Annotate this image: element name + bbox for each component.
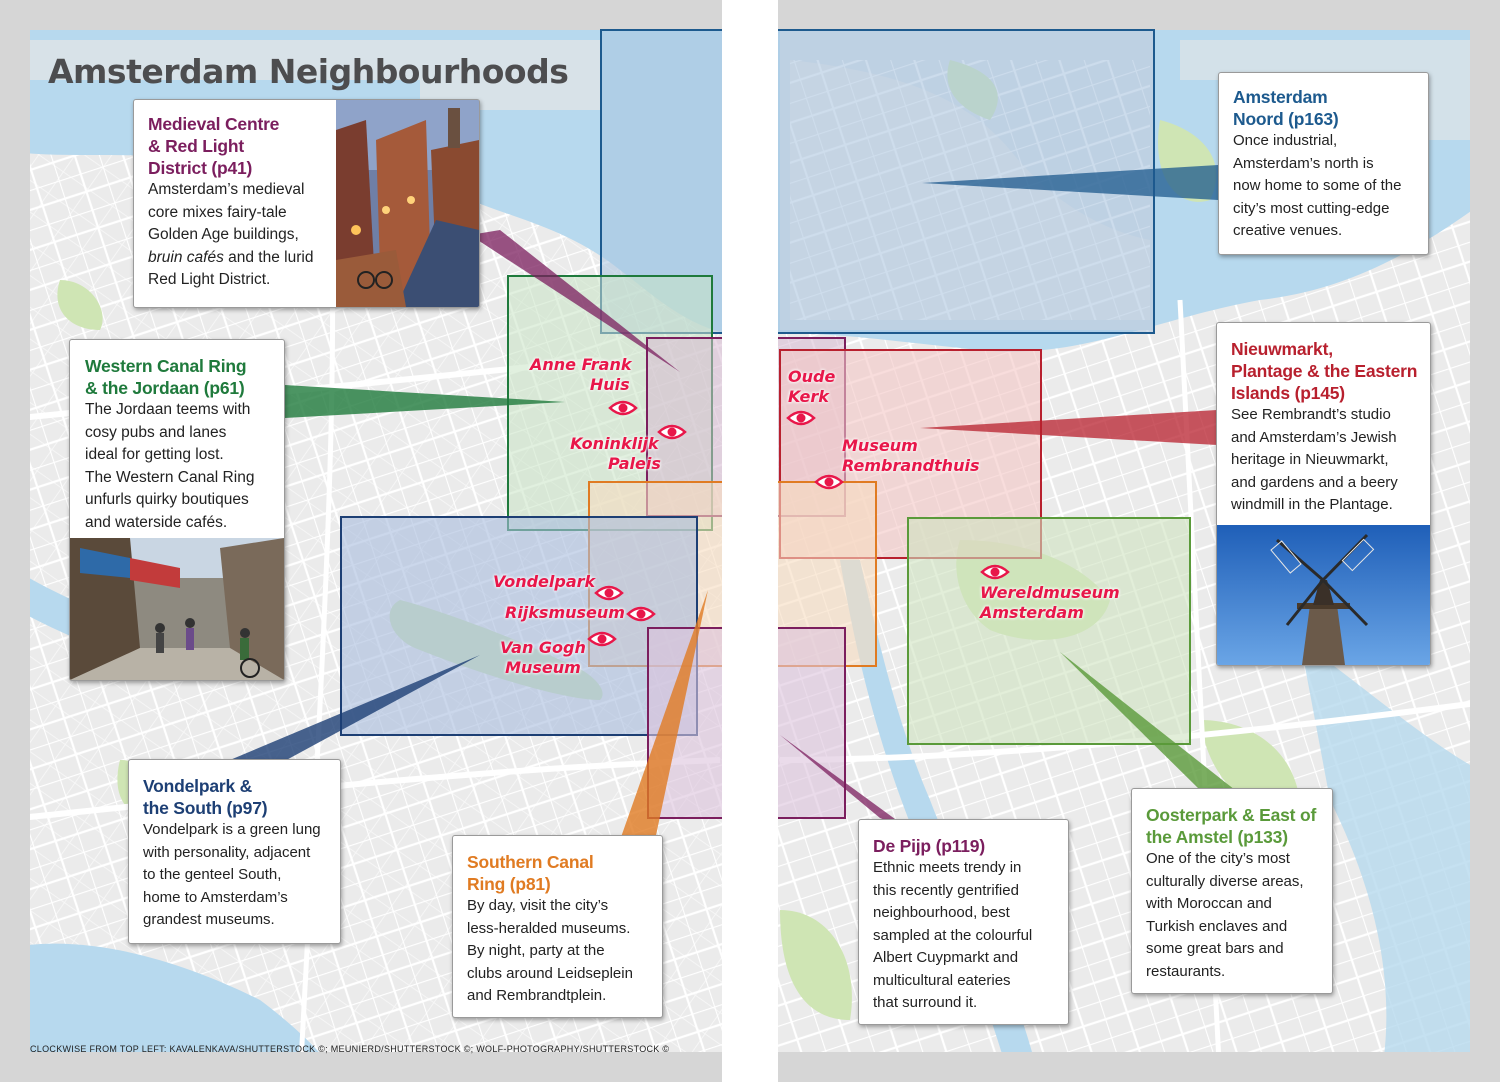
sight-eye-icon[interactable] bbox=[594, 582, 624, 604]
sight-eye-icon[interactable] bbox=[587, 628, 617, 650]
callout-body: Ethnic meets trendy in this recently gentrified neighbourhood, best sampled at the colourful Albert Cuypmarkt and multicultural eateries that surround it. bbox=[873, 859, 1033, 1011]
callout-title: Southern Canal Ring (p81) bbox=[467, 852, 594, 894]
callout-amsterdam-noord[interactable] bbox=[1218, 72, 1429, 255]
callout-oosterpark[interactable] bbox=[1131, 788, 1333, 994]
callout-title: Vondelpark & the South (p97) bbox=[143, 776, 268, 818]
callout-body: See Rembrandt’s studio and Amsterdam’s Jewish heritage in Nieuwmarkt, and gardens and a beery windmill in the Plantage. bbox=[1231, 406, 1398, 513]
callout-nieuwmarkt[interactable] bbox=[1216, 322, 1431, 666]
sight-eye-icon[interactable] bbox=[980, 561, 1010, 583]
callout-body: Amsterdam’s medieval core mixes fairy-tale Golden Age buildings, bruin cafés and the lurid Red Light District. bbox=[148, 181, 314, 288]
callout-title: Amsterdam Noord (p163) bbox=[1233, 87, 1339, 129]
sight-label-rembrandthuis: Museum Rembrandthuis bbox=[842, 436, 980, 475]
sight-eye-icon[interactable] bbox=[657, 421, 687, 443]
red-light-district-photo bbox=[336, 100, 479, 307]
sight-eye-icon[interactable] bbox=[814, 471, 844, 493]
sight-eye-icon[interactable] bbox=[786, 407, 816, 429]
sight-label-koninklijk-paleis: Koninklijk Paleis bbox=[570, 434, 661, 473]
sight-label-van-gogh: Van Gogh Museum bbox=[500, 638, 586, 677]
windmill-photo bbox=[1217, 525, 1430, 665]
callout-western-canal-ring[interactable] bbox=[69, 339, 285, 681]
callout-body: Vondelpark is a green lung with personality, adjacent to the genteel South, home to Amsterdam’s grandest museums. bbox=[143, 821, 321, 928]
zone-oosterpark bbox=[908, 518, 1190, 744]
callout-medieval-centre[interactable] bbox=[133, 99, 480, 308]
sight-label-oude-kerk: Oude Kerk bbox=[788, 367, 836, 406]
callout-southern-canal-ring[interactable] bbox=[452, 835, 663, 1018]
sight-label-rijksmuseum: Rijksmuseum bbox=[505, 603, 625, 622]
callout-title: Medieval Centre & Red Light District (p41) bbox=[148, 114, 280, 178]
zone-vondelpark bbox=[341, 517, 697, 735]
callout-body: The Jordaan teems with cosy pubs and lanes ideal for getting lost. The Western Canal Ring unfurls quirky boutiques and waterside cafés. bbox=[85, 401, 255, 531]
callout-vondelpark[interactable] bbox=[128, 759, 341, 944]
page-title: Amsterdam Neighbourhoods bbox=[48, 52, 569, 91]
callout-title: Western Canal Ring & the Jordaan (p61) bbox=[85, 356, 247, 398]
callout-body: By day, visit the city’s less-heralded museums. By night, party at the clubs around Leidseplein and Rembrandtplein. bbox=[467, 897, 633, 1004]
sight-label-wereldmuseum: Wereldmuseum Amsterdam bbox=[980, 583, 1120, 622]
sight-eye-icon[interactable] bbox=[626, 603, 656, 625]
callout-title: De Pijp (p119) bbox=[873, 836, 985, 856]
callout-de-pijp[interactable] bbox=[858, 819, 1069, 1025]
callout-title: Nieuwmarkt, Plantage & the Eastern Islands (p145) bbox=[1231, 339, 1418, 403]
sight-label-anne-frank: Anne Frank Huis bbox=[530, 355, 632, 394]
callout-title: Oosterpark & East of the Amstel (p133) bbox=[1146, 805, 1317, 847]
callout-body: One of the city’s most culturally diverse areas, with Moroccan and Turkish enclaves and some great bars and restaurants. bbox=[1146, 850, 1304, 980]
sight-eye-icon[interactable] bbox=[608, 397, 638, 419]
photo-credit: CLOCKWISE FROM TOP LEFT: KAVALENKAVA/SHUTTERSTOCK ©; MEUNIERD/SHUTTERSTOCK ©; WOLF-PHOTOGRAPHY/SHUTTERSTOCK © bbox=[30, 1044, 670, 1054]
callout-body: Once industrial, Amsterdam’s north is now home to some of the city’s most cutting-edge creative venues. bbox=[1233, 132, 1402, 239]
jordaan-street-photo bbox=[70, 538, 284, 680]
sight-label-vondelpark: Vondelpark bbox=[493, 572, 596, 591]
